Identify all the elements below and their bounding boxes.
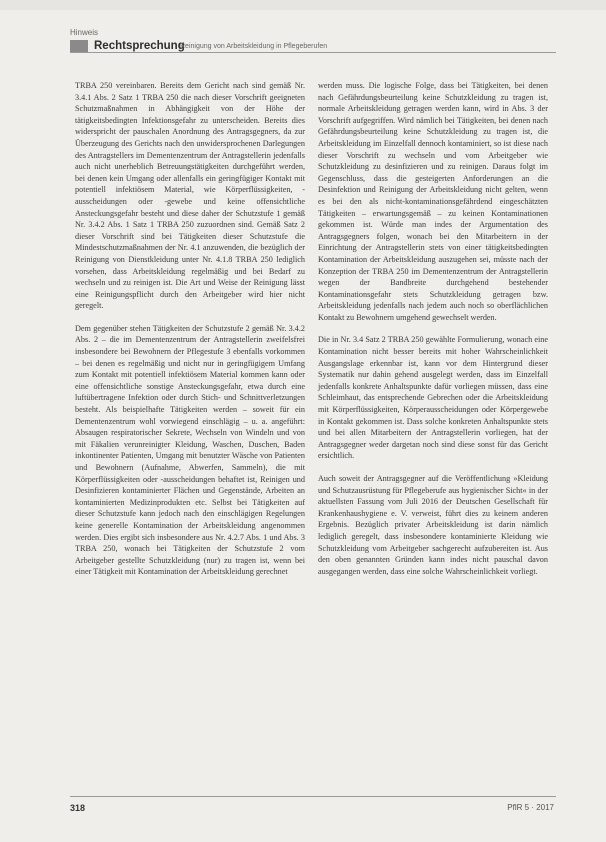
section-title: Rechtsprechung [94, 40, 185, 52]
left-column [75, 80, 305, 589]
right-column [318, 80, 548, 588]
running-head: Hinweis [70, 28, 99, 37]
paragraph: werden muss. Die logische Folge, dass bei Tätigkeiten, bei denen nach Gefährdungsbeurteilung keine Schutzkleidung zu tragen ist, normale Arbeitskleidung getragen werden kann, wird in Abs. 3 der Vorschrift aufgegriffen. Wird nämlich bei Tätigkeiten, bei denen nach Gefährdungsbeurteilung keine Schutzkleidung zu tragen ist, die Arbeitskleidung im Einzelfall dennoch kontaminiert, so ist diese nach dieser Vorschrift zu wechseln und vom Arbeitgeber wie Schutzkleidung zu desinfizieren und zu reinigen. Daraus folgt im Gegenschluss, dass die gesteigerten Anforderungen an die Desinfektion und Reinigung der Arbeitskleidung nicht gelten, wenn es bei den als nicht-kontaminationsgefährdend eingeschätzten Tätigkeiten – erwartungsgemäß – zu keinen Kontaminationen gekommen ist. Würde man indes der Argumentation des Antragsgegners folgen, wonach bei den Mitarbeitern in der Einrichtung der Antragstellerin stets von einer tätigkeitsbedingten Kontamination der Arbeitskleidung auszugehen sei, müsste nach der Konzeption der TRBA 250 im Dementenzentrum der Antragstellerin wegen der Bandbreite durchgehend bestehender Kontaminationsgefahr stets Schutzkleidung getragen bzw. Arbeitskleidung jedenfalls nach jedem auch noch so oberflächlichen Kontakt zu Bewohnern umgehend gewechselt werden. [318, 81, 548, 322]
header-rule [70, 52, 556, 53]
paragraph: Dem gegenüber stehen Tätigkeiten der Schutzstufe 2 gemäß Nr. 3.4.2 Abs. 2 – die im Dementenzentrum der Antragstellerin zweifelsfrei insbesondere bei Bewohnern der Pflegestufe 3 ebenfalls vorkommen – bei denen es regelmäßig und nicht nur in geringfügigem Umfang zum Kontakt mit potentiell infektiösem Material kommen kann oder eine offensichtliche sonstige Ansteckungsgefahr, etwa durch eine luftübertragene Infektion oder durch Stich- und Schnittverletzungen besteht. Als beispielhafte Tätigkeiten werden – soweit für ein Dementenzentrum wohl vorwiegend einschlägig – u. a. angeführt: Absaugen respiratorischer Sekrete, Wechseln von Windeln und von mit Fäkalien verunreinigter Kleidung, Waschen, Duschen, Baden inkontinenter Patienten, Umgang mit benutzter Wäsche von Patienten und Bewohnern (Aufnahme, Abwerfen, Sammeln), die mit Körperflüssigkeiten oder -ausscheidungen behaftet ist, Reinigen und Desinfizieren kontaminierter Flächen und Gegenstände, Arbeiten an kontaminierten Medizinprodukten etc. Selbst bei Tätigkeiten auf dieser Schutzstufe kann jedoch nach den einschlägigen Regelungen keine generelle Kontamination der Arbeitskleidung angenommen werden. Dies ergibt sich insbesondere aus Nr. 4.2.7 Abs. 1 und Abs. 3 TRBA 250, wonach bei Tätigkeiten der Schutzstufe 2 vom Arbeitgeber gestellte Schutzkleidung (nur) zu tragen ist, wenn bei einer Tätigkeit mit Kontamination der Arbeitskleidung gerechnet [75, 323, 305, 577]
footer-rule [70, 796, 556, 797]
section-subtitle: Reinigung von Arbeitskleidung in Pflegeberufen [180, 43, 328, 50]
paragraph: Die in Nr. 3.4 Satz 2 TRBA 250 gewählte Formulierung, wonach eine Kontamination nicht besser bereits mit hoher Wahrscheinlichkeit Ausgangslage erkennbar ist, kann vor dem Hintergrund dieser Systematik nur dahin gehend ausgelegt werden, dass im Einzelfall jedenfalls konkrete Anhaltspunkte dafür vorliegen müssen, dass eine Schleimhaut, das entsprechende Gebrechen oder die Arbeitskleidung mit Körperflüssigkeiten, Körperausscheidungen oder Körpergewebe in Kontakt gekommen ist. Dass solche konkreten Anhaltspunkte stets und bei allen Mitarbeitern der Antragstellerin vorliegen, hat der Antragsgegner weder dargetan noch sind diese sonst für das Gericht ersichtlich. [318, 335, 548, 461]
page-top-edge [0, 0, 606, 10]
paragraph: Auch soweit der Antragsgegner auf die Veröffentlichung »Kleidung und Schutzausrüstung für Pflegeberufe aus hygienischer Sicht« in der aktuellsten Fassung vom Juli 2016 der Deutschen Gesellschaft für Krankenhaushygiene e. V. verweist, führt dies zu keinem anderen Ergebnis. Bezüglich privater Arbeitskleidung ist darin nämlich lediglich geregelt, dass insbesondere kontaminierte Kleidung wie Schutzkleidung vom Arbeitgeber sachgerecht aufzubereiten ist. Aus den oben genannten Gründen kann indes nicht pauschal davon ausgegangen werden, dass eine solche Wahrscheinlichkeit vorliegt. [318, 474, 548, 576]
journal-reference: PflR 5 · 2017 [507, 803, 554, 812]
page-number: 318 [70, 803, 86, 813]
paragraph: TRBA 250 vereinbaren. Bereits dem Gericht nach sind gemäß Nr. 3.4.1 Abs. 2 Satz 1 TRBA 250 die nach dieser Vorschrift geeigneten Schutzmaßnahmen in Abhängigkeit von der Höhe der tätigkeitsbedingten Infektionsgefahr zu unterscheiden. Bereits dies widerspricht der pauschalen Anordnung des Antragsgegners, da zur Überzeugung des Gerichts nach den unwidersprochenen Darlegungen des Antragstellers im Dementenzentrum der Antragstellerin jedenfalls auch nicht unerheblich Betreuungstätigkeiten durchgeführt werden, bei denen kein Umgang oder allenfalls ein geringfügiger Kontakt mit potentiell infektiösem Material, wie Körperflüssigkeiten, -ausscheidungen oder -gewebe und keine offensichtliche Ansteckungsgefahr besteht und diese daher der Schutzstufe 1 gemäß Nr. 3.4.2 Abs. 1 Satz 1 TRBA 250 zuzuordnen sind. Gemäß Satz 2 dieser Vorschrift sind bei Tätigkeiten dieser Schutzstufe die Mindestschutzmaßnahmen der Nr. 4.1 anzuwenden, die bezüglich der Reinigung von Dienstkleidung unter Nr. 4.1.8 TRBA 250 lediglich vorsehen, dass Arbeitskleidung regelmäßig und bei Bedarf zu wechseln und zu reinigen ist. Die Art und Weise der Reinigung lässt eine Reinigungspflicht durch den Arbeitgeber wird hier nicht geregelt. [75, 81, 305, 311]
